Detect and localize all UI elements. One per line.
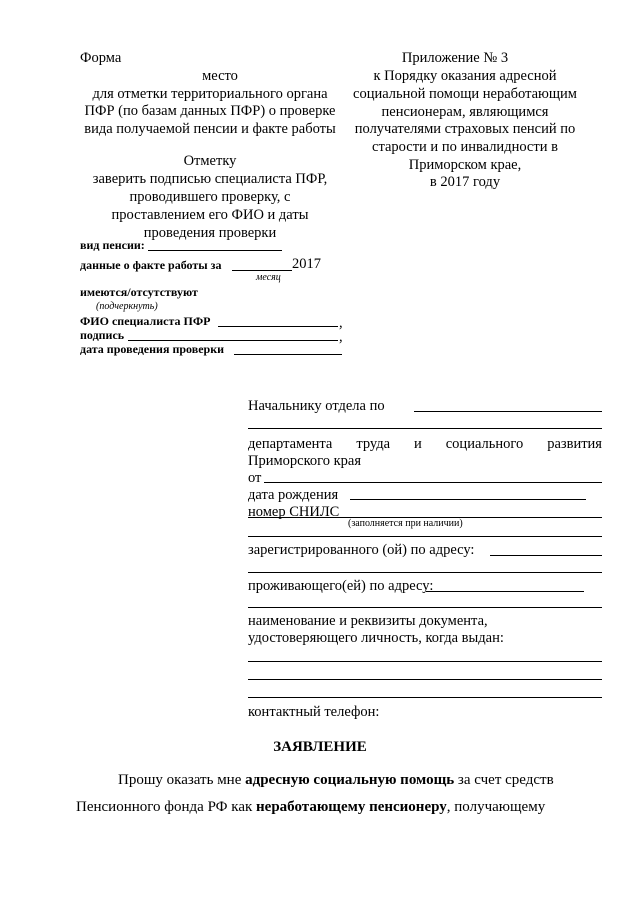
statement-title: ЗАЯВЛЕНИЕ: [273, 739, 367, 755]
present-absent: имеются/отсутствуют: [80, 285, 198, 299]
pension-type-blank[interactable]: [148, 250, 282, 251]
specialist-name-blank[interactable]: [218, 326, 338, 327]
snils-label: номер СНИЛС: [248, 504, 340, 520]
statement-p2-a: Пенсионного фонда РФ как: [76, 799, 257, 815]
appendix-line-4: пенсионерам, являющимся: [381, 104, 549, 120]
place-line-1: место: [202, 68, 238, 84]
registered-label: зарегистрированного (ой) по адресу:: [248, 542, 475, 558]
work-year: 2017: [292, 256, 321, 272]
living-label: проживающего(ей) по адресу:: [248, 578, 434, 594]
registered-blank-2[interactable]: [248, 572, 602, 573]
comma-1: ,: [339, 315, 343, 331]
dept-line: [248, 435, 602, 453]
phone-label: контактный телефон:: [248, 704, 380, 720]
statement-line-1: [118, 772, 554, 789]
signature-blank[interactable]: [128, 340, 338, 341]
appendix-line-3: социальной помощи неработающим: [353, 86, 577, 102]
head-dept-blank-2[interactable]: [248, 428, 602, 429]
appendix-line-7: Приморском крае,: [408, 157, 522, 173]
birth-date-label: дата рождения: [248, 487, 339, 503]
appendix-line-8: в 2017 году: [429, 174, 501, 190]
specialist-name-label: ФИО специалиста ПФР: [80, 314, 211, 328]
dept-word-2: труда: [356, 436, 391, 452]
head-label: Начальнику отдела по: [248, 398, 385, 414]
statement-p1-a: Прошу оказать мне: [118, 772, 246, 788]
appendix-line-2: к Порядку оказания адресной: [373, 68, 557, 84]
statement-line-2: [76, 799, 545, 816]
region: Приморского края: [248, 453, 362, 469]
dept-word-3: и: [414, 436, 422, 452]
document-blank-2[interactable]: [248, 679, 602, 680]
statement-p1-c: за счет средств: [454, 772, 554, 788]
snils-blank-2[interactable]: [248, 536, 602, 537]
check-date-label: дата проведения проверки: [80, 342, 225, 356]
document-line-2: удостоверяющего личность, когда выдан:: [248, 630, 504, 646]
birth-date-blank[interactable]: [350, 499, 586, 500]
dept-word-5: развития: [547, 436, 602, 452]
from-blank[interactable]: [264, 482, 602, 483]
mark-line-4: проставлением его ФИО и даты: [111, 207, 309, 223]
from-label: от: [248, 470, 262, 486]
living-blank[interactable]: [426, 591, 584, 592]
snils-hint: (заполняется при наличии): [348, 518, 463, 529]
work-fact-label: данные о факте работы за: [80, 258, 222, 272]
mark-line-3: проводившего проверку, с: [129, 189, 291, 205]
check-date-blank[interactable]: [234, 354, 342, 355]
mark-line-2: заверить подписью специалиста ПФР,: [92, 171, 328, 187]
month-blank[interactable]: [232, 270, 292, 271]
place-line-2: для отметки территориального органа: [92, 86, 328, 102]
appendix-line-1: Приложение № 3: [401, 50, 509, 66]
comma-2: ,: [339, 329, 343, 345]
month-hint: месяц: [256, 272, 281, 283]
statement-p1-b: адресную социальную помощь: [245, 772, 455, 788]
dept-word-4: социального: [445, 436, 524, 452]
signature-label: подпись: [80, 328, 125, 342]
statement-p2-b: неработающему пенсионеру: [256, 799, 447, 815]
head-dept-blank[interactable]: [414, 411, 602, 412]
mark-line-5: проведения проверки: [143, 225, 277, 241]
pension-type-label: вид пенсии:: [80, 238, 145, 252]
place-line-4: вида получаемой пенсии и факте работы: [84, 121, 336, 137]
appendix-line-5: получателями страховых пенсий по: [354, 121, 576, 137]
document-blank-3[interactable]: [248, 697, 602, 698]
statement-p2-c: , получающему: [446, 799, 546, 815]
document-blank-1[interactable]: [248, 661, 602, 662]
underline-hint: (подчеркнуть): [96, 301, 158, 312]
document-line-1: наименование и реквизиты документа,: [248, 613, 488, 629]
appendix-line-6: старости и по инвалидности в: [372, 139, 558, 155]
place-line-3: ПФР (по базам данных ПФР) о проверке: [84, 103, 336, 119]
mark-line-1: Отметку: [183, 153, 237, 169]
living-blank-2[interactable]: [248, 607, 602, 608]
registered-blank[interactable]: [490, 555, 602, 556]
dept-word-1: департамента: [248, 436, 333, 452]
form-label: Форма: [80, 50, 122, 66]
